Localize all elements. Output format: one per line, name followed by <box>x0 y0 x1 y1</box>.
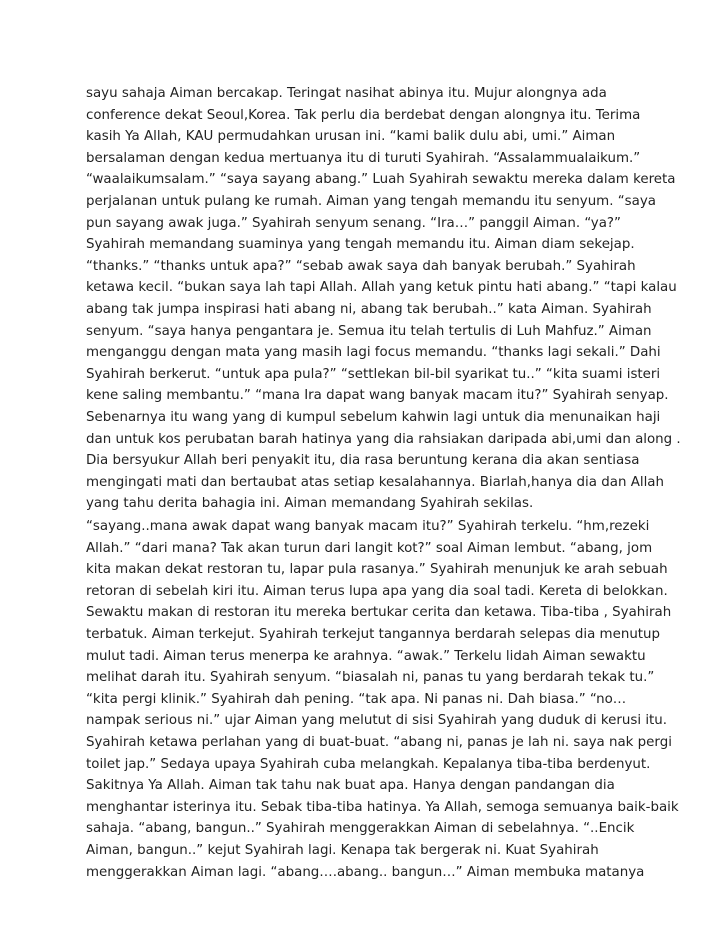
paragraph-1 <box>86 83 686 515</box>
text-line: perjalanan untuk pulang ke rumah. Aiman yang tengah memandu itu senyum. “saya <box>86 193 656 209</box>
text-line: Sebenarnya itu wang yang di kumpul sebelum kahwin lagi untuk dia menunaikan haji <box>86 409 661 425</box>
text-line: Syahirah berkerut. “untuk apa pula?” “settlekan bil-bil syarikat tu..” “kita suami isteri <box>86 366 661 382</box>
text-line: yang tahu derita bahagia ini. Aiman memandang Syahirah sekilas. <box>86 496 534 512</box>
text-line: Sewaktu makan di restoran itu mereka bertukar cerita dan ketawa. Tiba-tiba , Syahirah <box>86 605 672 621</box>
text-line: melihat darah itu. Syahirah senyum. “biasalah ni, panas tu yang berdarah tekak tu.” <box>86 670 655 686</box>
text-line: kita makan dekat restoran tu, lapar pula rasanya.” Syahirah menunjuk ke arah sebuah <box>86 562 668 578</box>
text-line: ketawa kecil. “bukan saya lah tapi Allah. Allah yang ketuk pintu hati abang.” “tapi kalau <box>86 280 677 296</box>
text-line: sayu sahaja Aiman bercakap. Teringat nasihat abinya itu. Mujur alongnya ada <box>86 86 607 101</box>
text-line: sahaja. “abang, bangun..” Syahirah menggerakkan Aiman di sebelahnya. “..Encik <box>86 821 635 837</box>
text-line: kasih Ya Allah, KAU permudahkan urusan ini. “kami balik dulu abi, umi.” Aiman <box>86 129 616 145</box>
text-line: “sayang..mana awak dapat wang banyak macam itu?” Syahirah terkelu. “hm,rezeki <box>86 519 650 534</box>
text-line: Allah.” “dari mana? Tak akan turun dari langit kot?” soal Aiman lembut. “abang, jom <box>86 540 653 556</box>
text-line: Syahirah memandang suaminya yang tengah memandu itu. Aiman diam sekejap. <box>86 237 635 253</box>
text-line: menggerakkan Aiman lagi. “abang….abang.. bangun…” Aiman membuka matanya <box>86 864 645 880</box>
text-line: retoran di sebelah kiri itu. Aiman terus lupa apa yang dia soal tadi. Kereta di belokkan. <box>86 583 668 599</box>
paragraph-2 <box>86 516 686 883</box>
text-line: menganggu dengan mata yang masih lagi focus memandu. “thanks lagi sekali.” Dahi <box>86 345 661 361</box>
text-line: Aiman, bangun..” kejut Syahirah lagi. Kenapa tak bergerak ni. Kuat Syahirah <box>86 842 599 858</box>
text-line: Syahirah ketawa perlahan yang di buat-buat. “abang ni, panas je lah ni. saya nak pergi <box>86 734 672 750</box>
text-line: “thanks.” “thanks untuk apa?” “sebab awak saya dah banyak berubah.” Syahirah <box>86 258 636 274</box>
text-line: toilet jap.” Sedaya upaya Syahirah cuba melangkah. Kepalanya tiba-tiba berdenyut. <box>86 756 651 772</box>
text-line: pun sayang awak juga.” Syahirah senyum senang. “Ira…” panggil Aiman. “ya?” <box>86 215 621 231</box>
text-line: terbatuk. Aiman terkejut. Syahirah terkejut tangannya berdarah selepas dia menutup <box>86 626 661 642</box>
text-line: “kita pergi klinik.” Syahirah dah pening. “tak apa. Ni panas ni. Dah biasa.” “no… <box>86 691 627 707</box>
text-line: dan untuk kos perubatan barah hatinya yang dia rahsiakan daripada abi,umi dan along . <box>86 431 681 447</box>
text-line: Dia bersyukur Allah beri penyakit itu, dia rasa beruntung kerana dia akan sentiasa <box>86 453 640 469</box>
text-line: conference dekat Seoul,Korea. Tak perlu dia berdebat dengan alongnya itu. Terima <box>86 107 641 123</box>
text-line: senyum. “saya hanya pengantara je. Semua itu telah tertulis di Luh Mahfuz.” Aiman <box>86 323 652 339</box>
text-line: bersalaman dengan kedua mertuanya itu di turuti Syahirah. “Assalammualaikum.” <box>86 150 641 166</box>
text-line: menghantar isterinya itu. Sebak tiba-tiba hatinya. Ya Allah, semoga semuanya baik-baik <box>86 799 679 815</box>
text-line: kene saling membantu.” “mana Ira dapat wang banyak macam itu?” Syahirah senyap. <box>86 388 669 404</box>
text-line: abang tak jumpa inspirasi hati abang ni, abang tak berubah..” kata Aiman. Syahirah <box>86 301 652 317</box>
text-line: mengingati mati dan bertaubat atas setiap kesalahannya. Biarlah,hanya dia dan Allah <box>86 474 664 490</box>
text-line: Sakitnya Ya Allah. Aiman tak tahu nak buat apa. Hanya dengan pandangan dia <box>86 778 615 794</box>
text-line: nampak serious ni.” ujar Aiman yang melutut di sisi Syahirah yang duduk di kerusi itu. <box>86 713 668 729</box>
text-line: “waalaikumsalam.” “saya sayang abang.” Luah Syahirah sewaktu mereka dalam kereta <box>86 172 676 188</box>
text-line: mulut tadi. Aiman terus menerpa ke arahnya. “awak.” Terkelu lidah Aiman sewaktu <box>86 648 646 664</box>
